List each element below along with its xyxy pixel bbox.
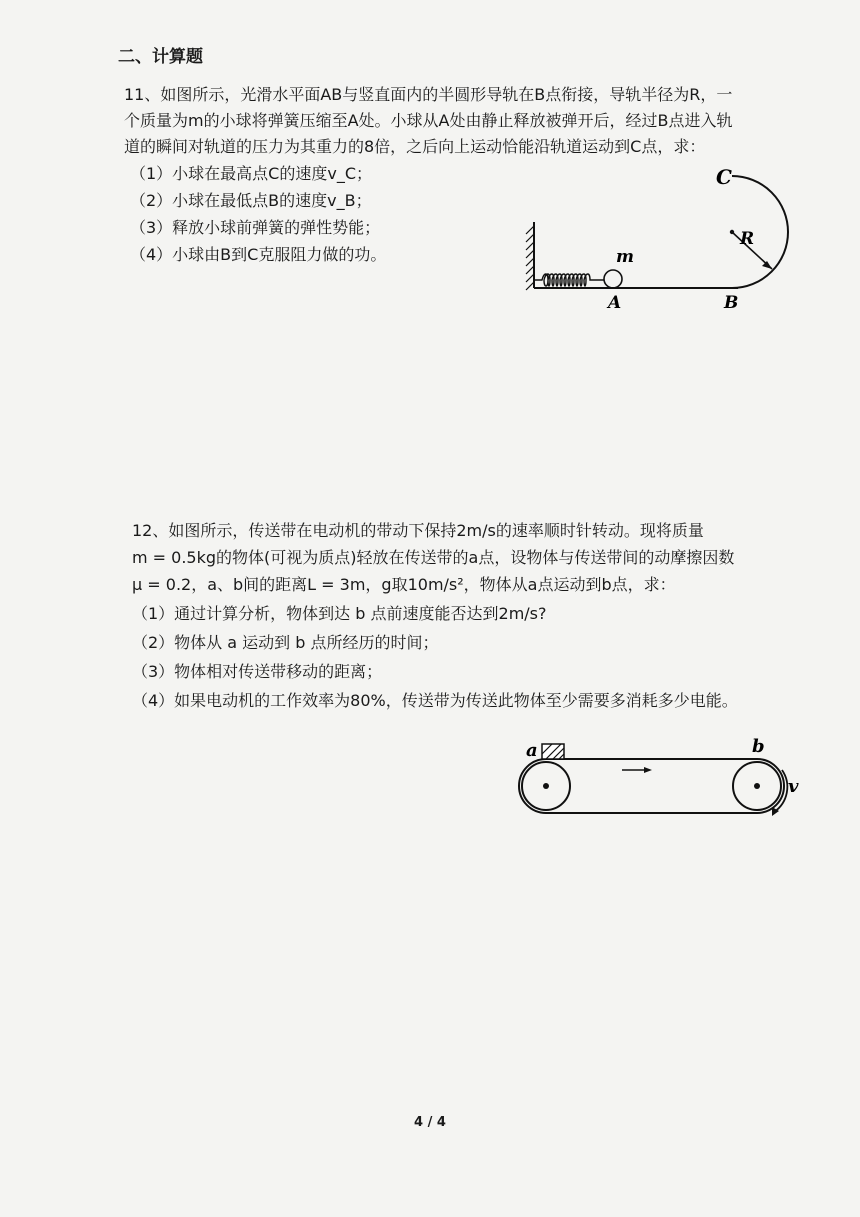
q12-line-2: m = 0.5kg的物体(可视为质点)轻放在传送带的a点，设物体与传送带间的动摩擦因数 [132, 548, 735, 567]
q12-figure [510, 730, 810, 830]
q11-sub-4: （4）小球由B到C克服阻力做的功。 [130, 245, 387, 264]
q12-sub-4: （4）如果电动机的工作效率为80%，传送带为传送此物体至少需要多消耗多少电能。 [132, 691, 738, 710]
label-a: a [526, 740, 538, 761]
label-m: m [616, 247, 634, 267]
q12-sub-1: （1）通过计算分析，物体到达 b 点前速度能否达到2m/s? [132, 604, 547, 623]
label-A: A [608, 293, 622, 313]
q11-sub-3: （3）释放小球前弹簧的弹性势能； [130, 218, 381, 237]
label-b: b [752, 736, 765, 757]
label-v: v [788, 776, 799, 797]
page-number: 4 / 4 [414, 1115, 446, 1130]
q11-line-1: 11、如图所示，光滑水平面AB与竖直面内的半圆形导轨在B点衔接，导轨半径为R，一 [124, 85, 733, 104]
q12-sub-3: （3）物体相对传送带移动的距离； [132, 662, 383, 681]
label-B: B [724, 293, 739, 313]
label-C: C [716, 165, 732, 189]
q11-line-3: 道的瞬间对轨道的压力为其重力的8倍，之后向上运动恰能沿轨道运动到C点，求： [124, 137, 706, 156]
ball [604, 270, 622, 288]
q12-sub-2: （2）物体从 a 运动到 b 点所经历的时间； [132, 633, 439, 652]
q12-line-1: 12、如图所示，传送带在电动机的带动下保持2m/s的速率顺时针转动。现将质量 [132, 521, 704, 540]
q12-line-3: μ = 0.2，a、b间的距离L = 3m，g取10m/s²，物体从a点运动到b点，求： [132, 575, 676, 594]
q11-sub-2: （2）小球在最低点B的速度v_B； [130, 191, 372, 210]
belt [519, 759, 784, 813]
spring [534, 274, 604, 286]
section-title: 二、计算题 [118, 47, 203, 67]
q11-figure [520, 160, 800, 320]
label-R: R [740, 229, 755, 249]
q11-line-2: 个质量为m的小球将弹簧压缩至A处。小球从A处由静止释放被弹开后，经过B点进入轨 [124, 111, 733, 130]
q11-sub-1: （1）小球在最高点C的速度v_C； [130, 164, 372, 183]
